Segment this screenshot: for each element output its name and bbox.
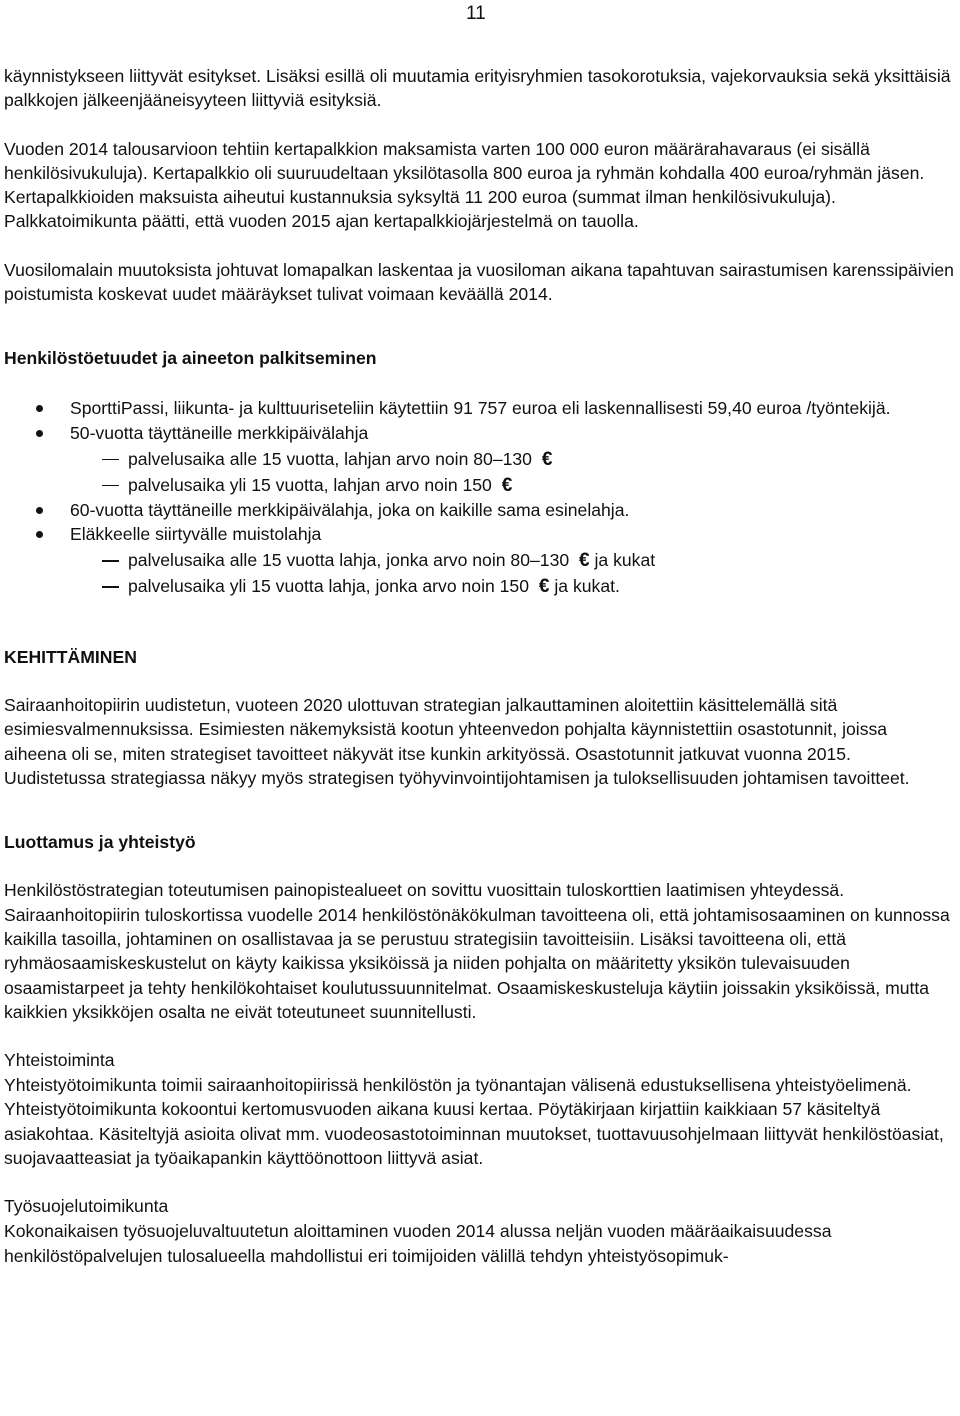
intro-paragraph: käynnistykseen liittyvät esitykset. Lisäksi esillä oli muutamia erityisryhmien tasokorotuksia, vajekorvauksia sekä yksittäisiä palkkojen jälkeenjääneisyyteen liittyviä esityksiä.	[4, 66, 951, 111]
euro-icon: €	[541, 448, 553, 470]
sub-item-text: palvelusaika alle 15 vuotta, lahjan arvo noin 80–130	[128, 448, 537, 469]
tyosuojelu-paragraph: Kokonaikaisen työsuojeluvaltuutetun aloittaminen vuoden 2014 alussa neljän vuoden määräaikaisuudessa henkilöstöpalvelujen tulosalueella mahdollistui eri toimijoiden välillä tehdyn yhteistyösopimuk-	[4, 1221, 832, 1266]
section-heading-luottamus: Luottamus ja yhteistyö	[4, 832, 196, 853]
sub-item-text: palvelusaika alle 15 vuotta lahja, jonka arvo noin 80–130	[128, 550, 575, 571]
sub-list-item	[4, 547, 954, 573]
list-item	[4, 421, 954, 498]
euro-icon: €	[538, 576, 550, 598]
bullet-icon	[36, 405, 43, 412]
section-heading-kehittaminen: KEHITTÄMINEN	[4, 647, 137, 668]
list-item	[4, 498, 954, 523]
sub-list-item	[4, 472, 954, 498]
yhteistoiminta-paragraph: Yhteistyötoimikunta toimii sairaanhoitopiirissä henkilöstön ja työnantajan välisenä edustuksellisena yhteistyöelimenä. Yhteistyötoimikunta kokoontui kertomusvuoden aikana kuusi kertaa. Pöytäkirjaan kirjattiin kaikkiaan 57 käsiteltyä asiakohtaa. Käsiteltyjä asioita olivat mm. vuodeosastotoiminnan muutokset, tuottavuusohjelmaan liittyvät henkilöstöasiat, suojavaatteasiat ja työaikapankin käyttöönottoon liittyvä asiat.	[4, 1075, 944, 1169]
list-item	[4, 522, 954, 599]
sub-list-item	[4, 573, 954, 599]
sub-list	[70, 547, 954, 599]
sub-list	[70, 446, 954, 498]
dash-icon	[102, 485, 119, 487]
dash-icon	[102, 459, 119, 461]
section-heading-benefits: Henkilöstöetuudet ja aineeton palkitseminen	[4, 348, 377, 369]
euro-icon: €	[579, 550, 590, 572]
kehittaminen-paragraph: Sairaanhoitopiirin uudistetun, vuoteen 2020 ulottuvan strategian jalkauttaminen aloitettiin käsittelemällä sitä esimiesvalmennuksissa. Esimiesten näkemyksistä kootun yhteenvedon pohjalta käynnistettiin osastotunnit, joissa aiheena oli se, miten strategiset tavoitteet näkyvät itse kunkin arkityössä. Osastotunnit jatkuvat vuonna 2015. Uudistetussa strategiassa näkyy myös strategisen työhyvinvointijohtamisen ja tuloksellisuuden johtamisen tavoitteet.	[4, 695, 910, 789]
sub-list-item	[4, 446, 954, 472]
list-item-text: SporttiPassi, liikunta- ja kulttuuriseteliin käytettiin 91 757 euroa eli laskennallisesti 59,40 euroa /työntekijä.	[70, 398, 891, 419]
luottamus-paragraph: Henkilöstöstrategian toteutumisen painopistealueet on sovittu vuosittain tuloskorttien laatimisen yhteydessä. Sairaanhoitopiirin tuloskortissa vuodelle 2014 henkilöstönäkökulman tavoitteena oli, että johtamisosaaminen on kunnossa kaikilla tasoilla, johtaminen on osallistavaa ja se perustuu strategisiin tavoitteisiin. Lisäksi tavoitteena oli, että ryhmäosaamiskeskustelut on käyty kaikissa yksiköissä ja niiden pohjalta on määritetty yksikön tulevaisuuden osaamistarpeet ja tehty henkilökohtaiset koulutussuunnitelmat. Osaamiskeskusteluja käytiin joissakin yksiköissä, mutta kaikkien yksikköjen osalta ne eivät toteutuneet suunnitellusti.	[4, 880, 950, 1022]
list-item-text: 60-vuotta täyttäneille merkkipäivälahja, joka on kaikille sama esinelahja.	[70, 499, 630, 520]
dash-icon	[102, 586, 119, 588]
document-body	[4, 64, 954, 1268]
page-number: 11	[466, 3, 486, 24]
intro-paragraph: Vuoden 2014 talousarvioon tehtiin kertapalkkion maksamista varten 100 000 euron määrärahavaraus (ei sisällä henkilösivukuluja). Kertapalkkio oli suuruudeltaan yksilötasolla 800 euroa ja ryhmän kohdalla 400 euroa/ryhmän jäsen. Kertapalkkioiden maksuista aiheutui kustannuksia syksyltä 11 200 euroa (summat ilman henkilösivukuluja). Palkkatoimikunta päätti, että vuoden 2015 ajan kertapalkkiojärjestelmä on tauolla.	[4, 138, 925, 232]
dash-icon	[102, 560, 119, 562]
bullet-icon	[36, 430, 43, 437]
section-heading-tyosuojelu: Työsuojelutoimikunta	[4, 1196, 169, 1217]
list-item-text: 50-vuotta täyttäneille merkkipäivälahja	[70, 423, 369, 444]
list-item-text: Eläkkeelle siirtyvälle muistolahja	[70, 524, 322, 545]
bullet-icon	[36, 531, 43, 538]
list-item	[4, 396, 954, 421]
section-heading-yhteistoiminta: Yhteistoiminta	[4, 1050, 115, 1071]
benefits-list	[4, 396, 954, 599]
intro-paragraph: Vuosilomalain muutoksista johtuvat lomapalkan laskentaa ja vuosiloman aikana tapahtuvan sairastumisen karenssipäivien poistumista koskevat uudet määräykset tulivat voimaan keväällä 2014.	[4, 259, 954, 305]
bullet-icon	[36, 507, 43, 514]
sub-item-suffix: ja kukat.	[549, 576, 620, 597]
sub-item-suffix: ja kukat	[589, 550, 656, 571]
sub-item-text: palvelusaika yli 15 vuotta lahja, jonka arvo noin 150	[128, 576, 534, 597]
sub-item-text: palvelusaika yli 15 vuotta, lahjan arvo noin 150	[128, 474, 497, 495]
euro-icon: €	[501, 474, 513, 496]
